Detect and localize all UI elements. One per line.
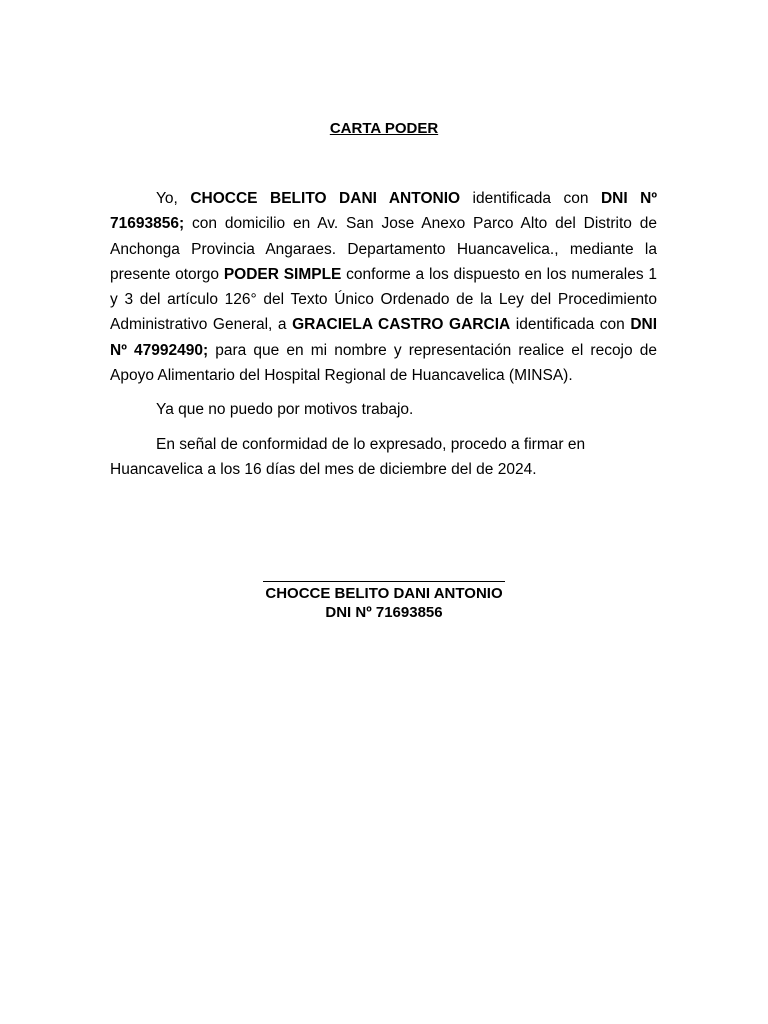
document-title: CARTA PODER <box>329 120 439 137</box>
purpose-text: para que en mi nombre y representación realice el recojo de Apoyo Alimentario del Hospital Regional de Huancavelica (MINSA). <box>110 341 657 385</box>
signature-name: CHOCCE BELITO DANI ANTONIO <box>265 585 503 602</box>
id-text-1: identificada con <box>460 190 601 207</box>
signature-block <box>0 565 768 622</box>
power-type: PODER SIMPLE <box>223 265 342 283</box>
signature-line <box>263 581 505 582</box>
paragraph-reason: Ya que no puedo por motivos trabajo. <box>156 401 414 419</box>
signature-dni: DNI Nº 71693856 <box>325 604 443 621</box>
paragraph-grant <box>110 186 657 388</box>
grantee-name: GRACIELA CASTRO GARCIA <box>292 316 511 334</box>
closing-line-2: Huancavelica a los 16 días del mes de diciembre del de 2024. <box>110 460 537 478</box>
document-body <box>110 186 657 482</box>
grantor-dni: DNI Nº 71693856; <box>110 190 658 233</box>
closing-line-1: En señal de conformidad de lo expresado, procedo a firmar en <box>156 435 586 453</box>
grantor-name: CHOCCE BELITO DANI ANTONIO <box>190 190 461 207</box>
id-text-2: identificada con <box>510 316 631 334</box>
address-text: con domicilio en Av. San Jose Anexo Parco Alto del Distrito de Anchonga Provincia Angaraes. Departamento Huancavelica., mediante la presente otorgo <box>110 215 657 283</box>
intro-text: Yo, <box>156 190 191 207</box>
grantee-dni: DNI Nº 47992490; <box>110 316 658 359</box>
law-text: conforme a los dispuesto en los numerales 1 y 3 del artículo 126° del Texto Único Ordenado de la Ley del Procedimiento Administrativo General, a <box>110 265 657 334</box>
paragraph-closing <box>110 432 657 483</box>
